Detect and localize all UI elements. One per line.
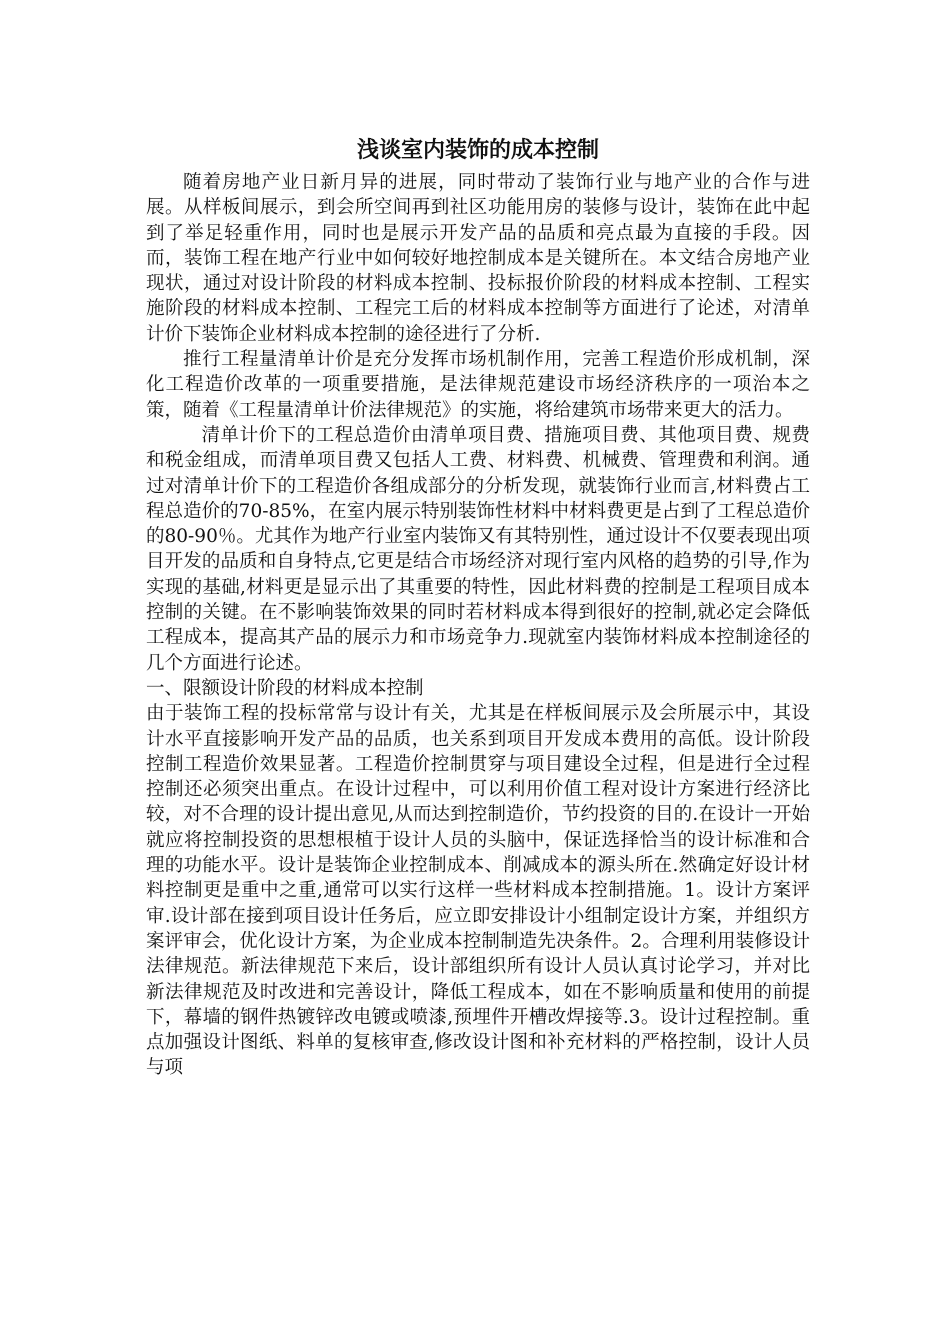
paragraph-cost-composition: 清单计价下的工程总造价由清单项目费、措施项目费、其他项目费、规费和税金组成，而清单项目费又包括人工费、材料费、机械费、管理费和利润。通过对清单计价下的工程造价各组成部分的分析发现，就装饰行业而言,材料费占工程总造价的70-85%，在室内展示特别装饰性材料中材料费更是占到了工程总造价的80-90％。尤其作为地产行业室内装饰又有其特别性，通过设计不仅要表现出项目开发的品质和自身特点,它更是结合市场经济对现行室内风格的趋势的引导,作为实现的基础,材料更是显示出了其重要的特性，因此材料费的控制是工程项目成本控制的关键。在不影响装饰效果的同时若材料成本得到很好的控制,就必定会降低工程成本，提高其产品的展示力和市场竞争力.现就室内装饰材料成本控制途径的几个方面进行论述。: [146, 424, 810, 674]
paragraph-bill-pricing: 推行工程量清单计价是充分发挥市场机制作用，完善工程造价形成机制，深化工程造价改革的一项重要措施，是法律规范建设市场经济秩序的一项治本之策，随着《工程量清单计价法律规范》的实施，将给建筑市场带来更大的活力。: [146, 349, 810, 421]
paragraph-intro: 随着房地产业日新月异的进展，同时带动了装饰行业与地产业的合作与进展。从样板间展示，到会所空间再到社区功能用房的装修与设计，装饰在此中起到了举足轻重作用，同时也是展示开发产品的品质和亮点最为直接的手段。因而，装饰工程在地产行业中如何较好地控制成本是关键所在。本文结合房地产业现状，通过对设计阶段的材料成本控制、投标报价阶段的材料成本控制、工程实施阶段的材料成本控制、工程完工后的材料成本控制等方面进行了论述，对清单计价下装饰企业材料成本控制的途径进行了分析.: [146, 172, 810, 345]
document-body: [146, 170, 810, 1081]
section-heading: 一、限额设计阶段的材料成本控制: [146, 677, 424, 699]
document-title: 浅谈室内装饰的成本控制: [356, 137, 599, 163]
paragraph-design-stage: 由于装饰工程的投标常常与设计有关，尤其是在样板间展示及会所展示中，其设计水平直接影响开发产品的品质，也关系到项目开发成本费用的高低。设计阶段控制工程造价效果显著。工程造价控制贯穿与项目建设全过程，但是进行全过程控制还必须突出重点。在设计过程中，可以利用价值工程对设计方案进行经济比较，对不合理的设计提出意见,从而达到控制造价，节约投资的目的.在设计一开始就应将控制投资的思想根植于设计人员的头脑中，保证选择恰当的设计标准和合理的功能水平。设计是装饰企业控制成本、削减成本的源头所在.然确定好设计材料控制更是重中之重,通常可以实行这样一些材料成本控制措施。1。设计方案评审.设计部在接到项目设计任务后，应立即安排设计小组制定设计方案，并组织方案评审会，优化设计方案，为企业成本控制制造先决条件。2。合理利用装修设计法律规范。新法律规范下来后，设计部组织所有设计人员认真讨论学习，并对比新法律规范及时改进和完善设计，降低工程成本，如在不影响质量和使用的前提下，幕墙的钢件热镀锌改电镀或喷漆,预埋件开槽改焊接等.3。设计过程控制。重点加强设计图纸、料单的复核审查,修改设计图和补充材料的严格控制，设计人员与项: [146, 703, 810, 1079]
